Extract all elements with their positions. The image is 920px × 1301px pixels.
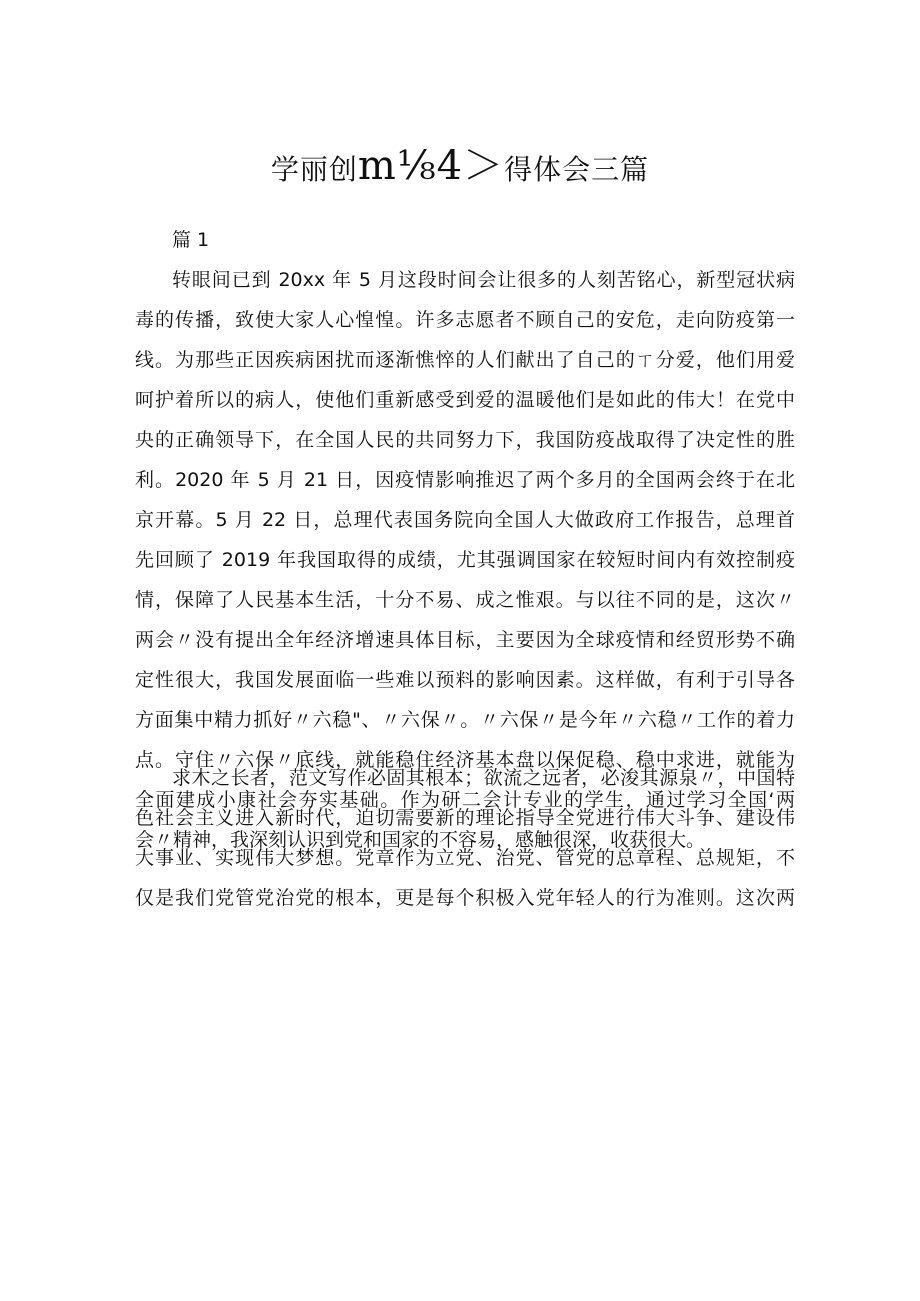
paragraph-line: 方面集中精力抓好〃六稳"、〃六保〃。〃六保〃是今年〃六稳〃工作的着力 [135, 709, 795, 731]
paragraph-line: 毒的传播，致使大家人心惶惶。许多志愿者不顾自己的安危，走向防疫第一 [135, 309, 795, 331]
title-prefix: 学丽创 [270, 153, 358, 186]
paragraph-line: 央的正确领导下，在全国人民的共同努力下，我国防疫战取得了决定性的胜 [135, 429, 795, 451]
paragraph-line: 全面建成小康社会夯实基础。作为研二会计专业的学生，通过学习全国‘两 [135, 789, 795, 811]
title-garbled-glyphs: m⅛4＞ [357, 143, 505, 189]
document-title [0, 140, 920, 196]
paragraph-line: 京开幕。5 月 22 日，总理代表国务院向全国人大做政府工作报告，总理首 [135, 509, 795, 531]
paragraph-line: 呵护着所以的病人，使他们重新感受到爱的温暖他们是如此的伟大！在党中 [135, 389, 795, 411]
paragraph-2 [135, 758, 795, 918]
paragraph-line: 大事业、实现伟大梦想。党章作为立党、治党、管党的总章程、总规矩，不 [135, 847, 795, 869]
paragraph-line: 线。为那些正因疾病困扰而逐渐憔悴的人们献出了自己的ㄒ分爱，他们用爱 [135, 349, 795, 371]
paragraph-line: 点。守住〃六保〃底线，就能稳住经济基本盘以保促稳、稳中求进，就能为 [135, 749, 795, 771]
paragraph-line: 会〃精神，我深刻认识到党和国家的不容易，感触很深，收获很大。 [135, 829, 706, 851]
paragraph-line: 定性很大，我国发展面临一些难以预料的影响因素。这样做，有利于引导各 [135, 669, 795, 691]
paragraph-line: 先回顾了 2019 年我国取得的成绩，尤其强调国家在较短时间内有效控制疫 [135, 549, 795, 571]
title-suffix: 得体会三篇 [504, 153, 650, 186]
paragraph-line: 色社会主义进入新时代，迫切需要新的理论指导全党进行伟大斗争、建设伟 [135, 807, 795, 829]
paragraph-line: 情，保障了人民基本生活，十分不易、成之惟艰。与以往不同的是，这次〃 [135, 589, 795, 611]
paragraph-line: 仅是我们党管党治党的根本，更是每个积极入党年轻人的行为准则。这次两 [135, 887, 795, 909]
paragraph-line: 两会〃没有提出全年经济增速具体目标，主要因为全球疫情和经贸形势不确 [135, 629, 795, 651]
paragraph-line: 求木之长者，范文写作必固其根本；欲流之远者，必浚其源泉〃，中国特 [172, 767, 795, 789]
paragraph-line: 转眼间已到 20xx 年 5 月这段时间会让很多的人刻苦铭心，新型冠状病 [172, 269, 795, 291]
section-label: 篇 1 [172, 229, 210, 251]
paragraph-line: 利。2020 年 5 月 21 日，因疫情影响推迟了两个多月的全国两会终于在北 [135, 469, 795, 491]
